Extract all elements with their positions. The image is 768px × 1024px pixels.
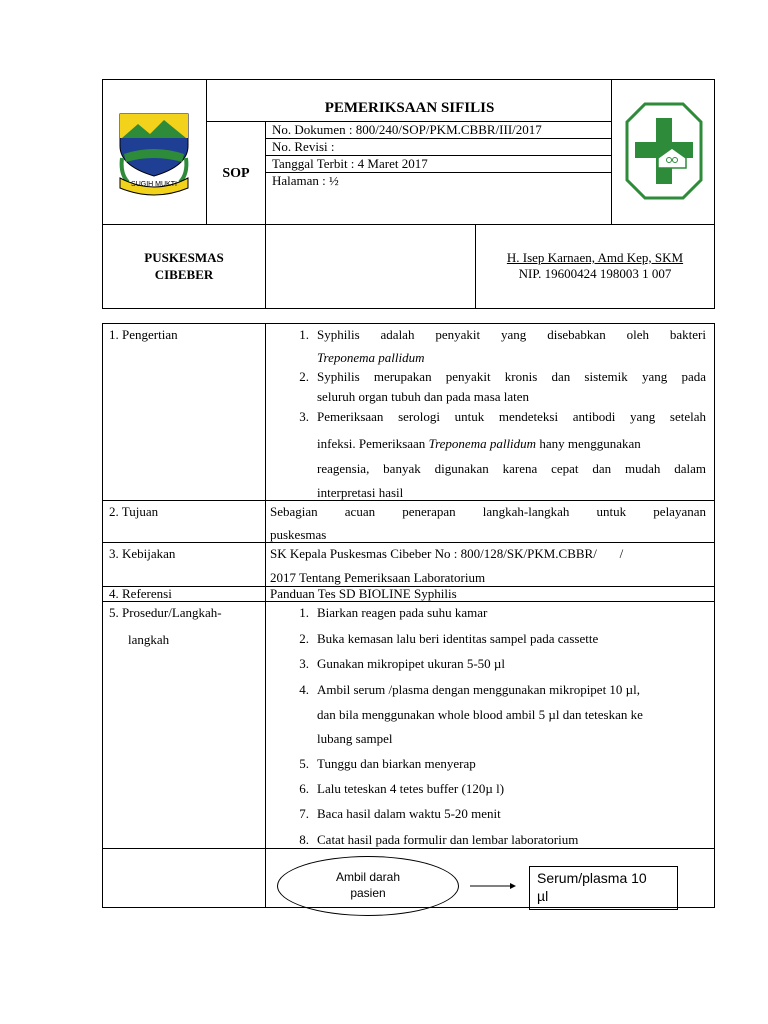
section-label-referensi: 4. Referensi <box>109 586 172 601</box>
list-item-text-line <box>317 436 706 452</box>
step-number: 2. <box>299 631 309 646</box>
emblem-motto: SUGIH MUKTI <box>131 181 177 188</box>
sop-label: SOP <box>222 166 250 181</box>
section-label-prosedur-cont: langkah <box>128 632 170 647</box>
revision-number: No. Revisi : <box>272 139 335 154</box>
signatory-name: H. Isep Karnaen, Amd Kep, SKM <box>506 250 684 265</box>
flow-box-label: µl <box>537 888 549 904</box>
section-label-kebijakan: 3. Kebijakan <box>109 546 176 561</box>
org-name-line2: CIBEBER <box>154 267 214 282</box>
step-text: Biarkan reagen pada suhu kamar <box>317 605 488 620</box>
org-name-line1: PUSKESMAS <box>144 250 224 265</box>
step-text: Buka kemasan lalu beri identitas sampel pada cassette <box>317 631 599 646</box>
step-number: 1. <box>299 605 309 620</box>
step-text: dan bila menggunakan whole blood ambil 5 µl dan teteskan ke <box>317 707 643 722</box>
flow-arrow <box>470 879 516 889</box>
step-number: 4. <box>299 682 309 697</box>
flow-ellipse-label: Ambil darah <box>335 870 401 884</box>
step-text: Ambil serum /plasma dengan menggunakan mikropipet 10 µl, <box>317 682 641 697</box>
step-number: 6. <box>299 781 309 796</box>
issue-date: Tanggal Terbit : 4 Maret 2017 <box>272 156 428 171</box>
list-number: 2. <box>299 369 309 384</box>
regional-emblem-logo <box>114 108 194 200</box>
list-item-text: interpretasi hasil <box>317 485 404 500</box>
step-text: Catat hasil pada formulir dan lembar laboratorium <box>317 832 579 847</box>
list-item-text: seluruh organ tubuh dan pada masa laten <box>317 389 530 404</box>
list-item-text: Syphilis merupakan penyakit kronis dan sistemik yang pada <box>317 369 706 384</box>
list-number: 3. <box>299 409 309 424</box>
step-text: lubang sampel <box>317 731 393 746</box>
section-label-tujuan: 2. Tujuan <box>109 504 159 519</box>
step-text: Baca hasil dalam waktu 5-20 menit <box>317 806 501 821</box>
step-number: 8. <box>299 832 309 847</box>
list-number: 1. <box>299 327 309 342</box>
step-number: 5. <box>299 756 309 771</box>
section-label-prosedur: 5. Prosedur/Langkah- <box>109 605 222 620</box>
tujuan-text: puskesmas <box>270 527 327 542</box>
signatory-nip: NIP. 19600424 198003 1 007 <box>518 266 672 281</box>
step-text: Lalu teteskan 4 tetes buffer (120µ l) <box>317 781 505 796</box>
document-title: PEMERIKSAAN SIFILIS <box>324 100 495 116</box>
document-number: No. Dokumen : 800/240/SOP/PKM.CBBR/III/2017 <box>272 122 542 137</box>
list-item-text: Pemeriksaan serologi untuk mendeteksi antibodi yang setelah <box>317 409 706 424</box>
kebijakan-text: SK Kepala Puskesmas Cibeber No : 800/128/SK/PKM.CBBR/ / <box>270 546 624 561</box>
puskesmas-logo <box>625 102 703 200</box>
flow-box-label: Serum/plasma 10 <box>537 870 647 886</box>
flow-ellipse-label: pasien <box>350 886 386 900</box>
text-run: hany menggunakan <box>536 436 641 451</box>
step-text: Tunggu dan biarkan menyerap <box>317 756 476 771</box>
list-item-text: Syphilis adalah penyakit yang disebabkan oleh bakteri <box>317 327 706 342</box>
page-number: Halaman : ½ <box>272 173 339 188</box>
referensi-text: Panduan Tes SD BIOLINE Syphilis <box>270 586 457 601</box>
kebijakan-text: 2017 Tentang Pemeriksaan Laboratorium <box>270 570 486 585</box>
text-run: infeksi. Pemeriksaan <box>317 436 429 451</box>
step-number: 3. <box>299 656 309 671</box>
section-label-pengertian: 1. Pengertian <box>109 327 178 342</box>
text-run-italic: Treponema pallidum <box>428 436 537 451</box>
list-item-text: reagensia, banyak digunakan karena cepat dan mudah dalam <box>317 461 706 476</box>
step-number: 7. <box>299 806 309 821</box>
step-text: Gunakan mikropipet ukuran 5-50 µl <box>317 656 506 671</box>
list-item-text-italic: Treponema pallidum <box>317 350 425 365</box>
tujuan-text: Sebagian acuan penerapan langkah-langkah untuk pelayanan <box>270 504 706 519</box>
